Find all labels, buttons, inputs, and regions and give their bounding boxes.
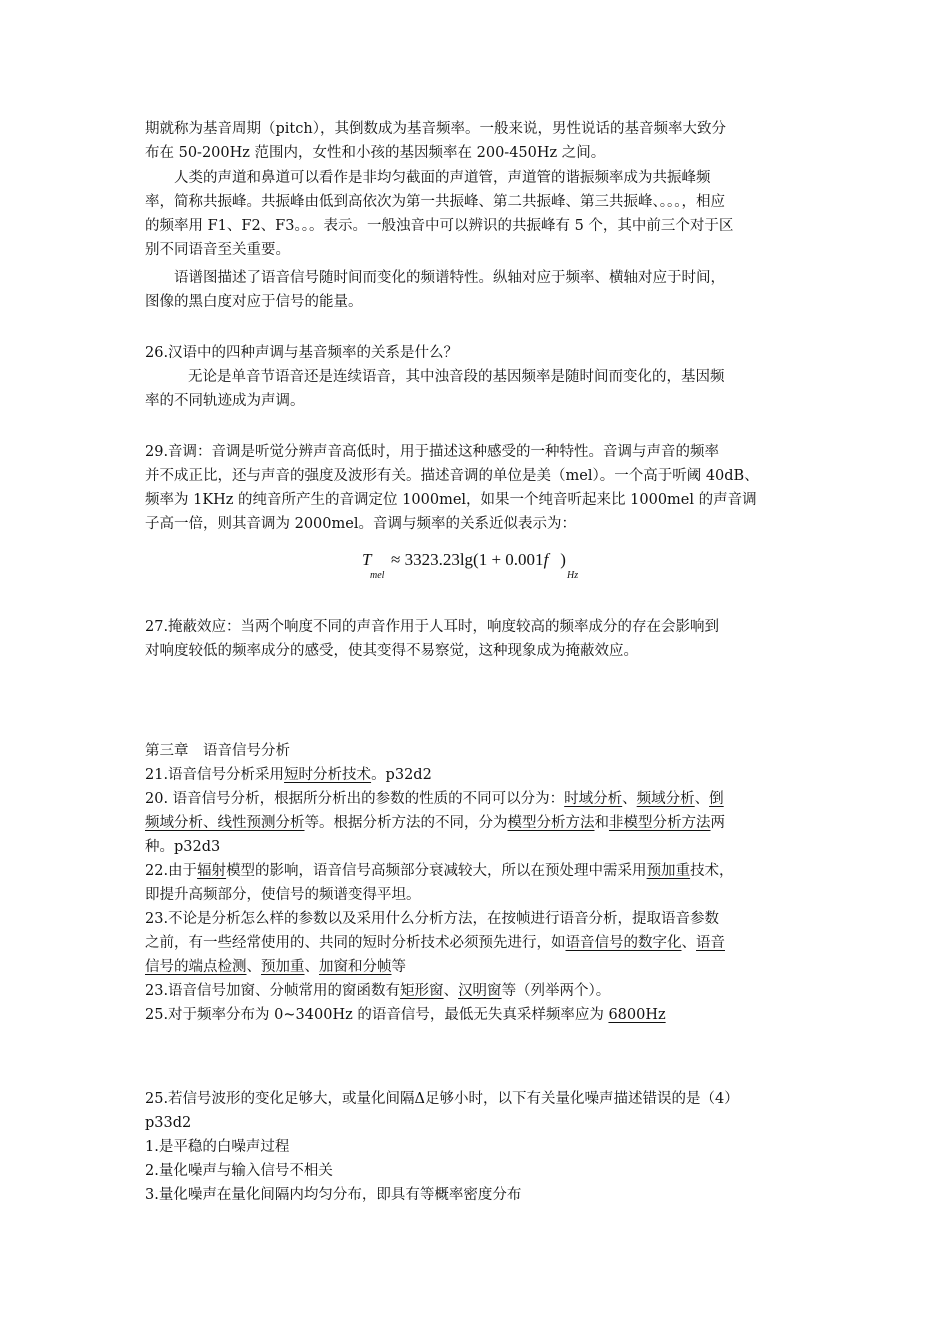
paragraph-spectrogram: 语谱图描述了语音信号随时间而变化的频谱特性。纵轴对应于频率、横轴对应于时间， 图像的黑白度对应于信号的能量。 [145,270,725,310]
question-27: 27.掩蔽效应：当两个响度不同的声音作用于人耳时，响度较高的频率成分的存在会影响到 对响度较低的频率成分的感受，使其变得不易察觉，这种现象成为掩蔽效应。 [145,619,720,659]
option-1: 1.是平稳的白噪声过程 [145,1139,290,1155]
paragraph-pitch: 期就称为基音周期（pitch），其倒数成为基音频率。一般来说，男性说话的基音频率大致分 布在 50-200Hz 范围内，女性和小孩的基因频率在 200-450Hz 之间。 [145,121,726,161]
question-25-quantization: 25.若信号波形的变化足够大，或量化间隔Δ足够小时，以下有关量化噪声描述错误的是（4） p33d2 1.是平稳的白噪声过程 2.量化噪声与输入信号不相关 3.量化噪声在量化间隔内均匀分布，即具有等概率密度分布 [145,1087,810,1207]
question-26: 26.汉语中的四种声调与基音频率的关系是什么？ 无论是单音节语音还是连续语音，其中浊音段的基因频率是随时间而变化的，基因频 率的不同轨迹成为声调。 [145,341,810,413]
paragraph-formant: 人类的声道和鼻道可以看作是非均匀截面的声道管，声道管的谐振频率成为共振峰频 率，简称共振峰。共振峰由低到高依次为第一共振峰、第二共振峰、第三共振峰、。。。，相应 的频率用 F1、F2、F3。。。表示。一般浊音中可以辨识的共振峰有 5 个，其中前三个对于区 别不同语音至关重要。 [145,170,734,258]
chapter-3-section [145,739,810,1027]
question-29: 29.音调：音调是听觉分辨声音高低时，用于描述这种感受的一种特性。音调与声音的频率 并不成正比，还与声音的强度及波形有关。描述音调的单位是美（mel）。一个高于听阈 40dB、 频率为 1KHz 的纯音所产生的音调定位 1000mel，如果一个纯音听起来比 1000mel 的声音调 子高一倍，则其音调为 2000mel。音调与频率的关系近似表示为： [145,444,759,532]
chapter-title: 第三章 语音信号分析 [145,743,290,759]
option-2: 2.量化噪声与输入信号不相关 [145,1163,333,1179]
question-25: 25.对于频率分布为 0~3400Hz 的语音信号，最低无失真采样频率应为 6800Hz [145,1007,666,1023]
option-3: 3.量化噪声在量化间隔内均匀分布，即具有等概率密度分布 [145,1187,522,1203]
question-22: 22.由于辐射模型的影响，语音信号高频部分衰减较大，所以在预处理中需采用预加重技术， 即提升高频部分，使信号的频谱变得平坦。 [145,863,734,903]
question-21: 21.语音信号分析采用短时分析技术。p32d2 [145,767,432,783]
question-23: 23.不论是分析怎么样的参数以及采用什么分析方法，在按帧进行语音分析，提取语音参数 之前，有一些经常使用的、共同的短时分析技术必须预先进行，如语音信号的数字化、语音 信号的端点检测、预加重、加窗和分帧等 [145,911,725,975]
question-title: 26.汉语中的四种声调与基音频率的关系是什么？ [145,345,459,361]
question-20: 20. 语音信号分析，根据所分析出的参数的性质的不同可以分为：时域分析、频域分析、倒 频域分析、线性预测分析等。根据分析方法的不同，分为模型分析方法和非模型分析方法两 种。p32d3 [145,791,725,855]
mel-formula: T mel ≈ 3323.23lg(1 + 0.001f ) Hz [362,550,579,581]
question-23-window: 23.语音信号加窗、分帧常用的窗函数有矩形窗、汉明窗等（列举两个）。 [145,983,611,999]
